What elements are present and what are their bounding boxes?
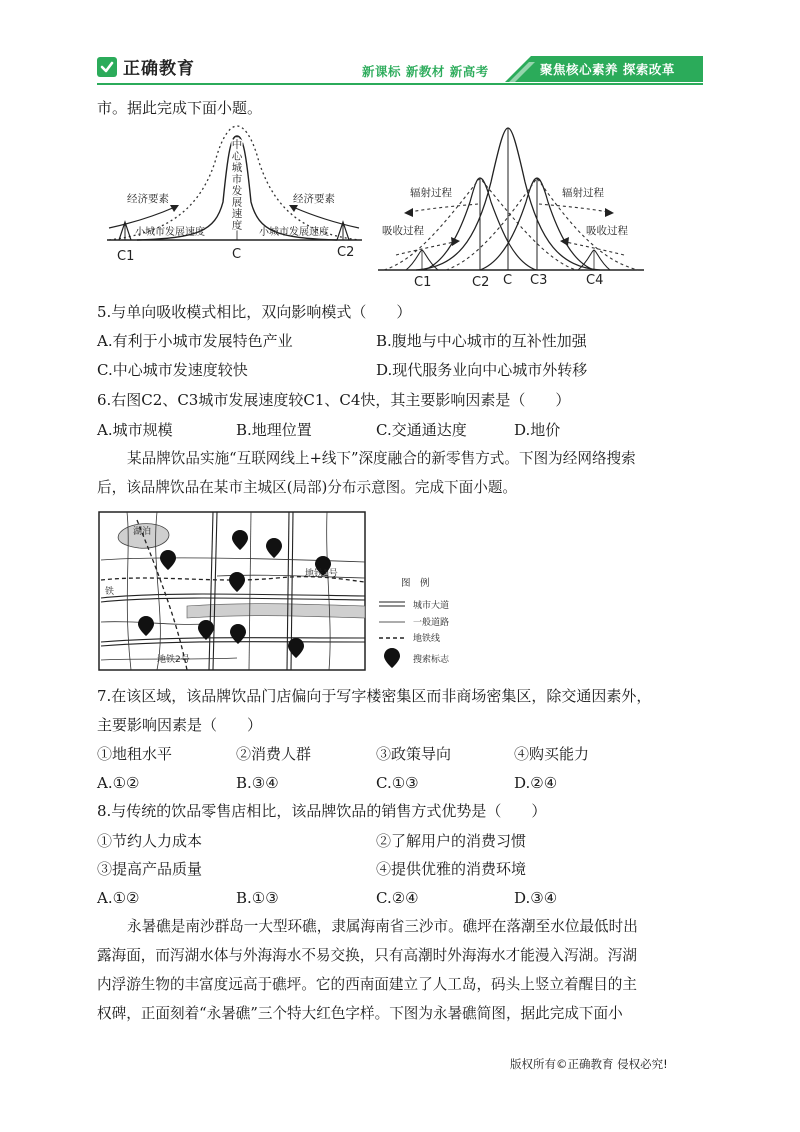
radiate-left-label: 辐射过程 xyxy=(410,187,452,199)
q7-item-4: ④购买能力 xyxy=(514,745,590,763)
center-speed-char: 发 xyxy=(231,185,243,197)
radiate-right-label: 辐射过程 xyxy=(562,187,604,199)
para3-line2: 露海面，而泻湖水体与外海海水不易交换，只有高潮时外海海水才能漫入泻湖。泻湖 xyxy=(97,947,637,964)
c4-label-2: C4 xyxy=(586,273,604,288)
small-left-label: 小城市发展速度 xyxy=(135,227,205,238)
q5-option-b: B.腹地与中心城市的互补性加强 xyxy=(376,332,587,350)
q7-item-1: ①地租水平 xyxy=(97,745,173,763)
q8-option-c: C.②④ xyxy=(376,889,419,907)
c3-label-2: C3 xyxy=(530,273,548,288)
metro1-label: 地铁1号 xyxy=(305,569,338,579)
q7-item-3: ③政策导向 xyxy=(376,745,452,763)
legend-marker: 搜索标志 xyxy=(413,655,450,665)
q7-stem-line2: 主要影响因素是（ ） xyxy=(97,716,263,734)
legend-marker-icon xyxy=(384,648,400,668)
q5-option-c: C.中心城市发速度较快 xyxy=(97,361,248,379)
q8-item-4: ④提供优雅的消费环境 xyxy=(376,860,527,878)
center-speed-char: 度 xyxy=(231,219,243,232)
figure-absorption-model xyxy=(97,122,372,292)
c-label: C xyxy=(232,247,242,262)
header-banner-text: 聚焦核心素养 探索改革 xyxy=(540,62,675,77)
q7-stem-line1: 7.在该区域，该品牌饮品门店偏向于写字楼密集区而非商场密集区，除交通因素外， xyxy=(97,687,652,705)
q7-option-c: C.①③ xyxy=(376,774,419,792)
header-divider xyxy=(97,83,703,85)
q5-option-d: D.现代服务业向中心城市外转移 xyxy=(376,361,588,379)
lake-label: 湖泊 xyxy=(133,527,152,537)
center-speed-char: 市 xyxy=(231,173,243,186)
q5-option-a: A.有利于小城市发展特色产业 xyxy=(97,332,293,350)
para2-line2: 后，该品牌饮品在某市主城区(局部)分布示意图。完成下面小题。 xyxy=(97,479,518,496)
econ-right-label: 经济要素 xyxy=(293,193,335,205)
q7-item-2: ②消费人群 xyxy=(236,745,312,763)
metro-left-label: 铁 xyxy=(105,587,115,597)
center-speed-char: 心 xyxy=(231,150,243,163)
q7-option-b: B.③④ xyxy=(236,774,279,792)
center-speed-char: 中 xyxy=(231,139,243,151)
c2-label: C2 xyxy=(337,245,355,260)
q8-item-1: ①节约人力成本 xyxy=(97,832,203,850)
center-speed-char: 城 xyxy=(231,162,243,174)
q7-option-d: D.②④ xyxy=(514,774,558,792)
legend-title: 图 例 xyxy=(401,578,430,589)
figure-two-way-model xyxy=(376,122,646,292)
para2-line1: 某品牌饮品实施“互联网线上+线下”深度融合的新零售方式。下图为经网络搜索 xyxy=(127,450,636,467)
c1-label-2: C1 xyxy=(414,275,432,290)
q8-stem: 8.与传统的饮品零售店相比，该品牌饮品的销售方式优势是（ ） xyxy=(97,802,547,820)
figure-store-map xyxy=(97,510,497,672)
legend-road-general: 一般道路 xyxy=(413,618,450,628)
absorb-right-label: 吸收过程 xyxy=(586,225,628,237)
small-right-label: 小城市发展速度 xyxy=(259,227,329,238)
c-label-2: C xyxy=(503,273,513,288)
legend-metro: 地铁线 xyxy=(413,634,441,644)
q8-option-b: B.①③ xyxy=(236,889,279,907)
check-icon xyxy=(97,57,117,77)
q5-stem: 5.与单向吸收模式相比，双向影响模式（ ） xyxy=(97,303,412,321)
brand-logo xyxy=(97,54,195,79)
header-slogan: 新课标 新教材 新高考 xyxy=(362,64,489,79)
center-speed-char: 展 xyxy=(231,196,243,209)
brand-name: 正确教育 xyxy=(123,59,195,79)
absorb-left-label: 吸收过程 xyxy=(382,225,424,237)
para3-line1: 永暑礁是南沙群岛一大型环礁，隶属海南省三沙市。礁坪在落潮至水位最低时出 xyxy=(127,918,638,935)
q7-option-a: A.①② xyxy=(97,774,140,792)
q8-item-2: ②了解用户的消费习惯 xyxy=(376,832,527,850)
q8-item-3: ③提高产品质量 xyxy=(97,860,203,878)
para3-line4: 权碑，正面刻着“永暑礁”三个特大红色字样。下图为永暑礁简图，据此完成下面小 xyxy=(97,1005,623,1022)
c2-label-2: C2 xyxy=(472,275,490,290)
q6-option-b: B.地理位置 xyxy=(236,421,312,439)
q6-option-c: C.交通通达度 xyxy=(376,421,467,439)
q6-option-d: D.地价 xyxy=(514,421,561,439)
c1-label: C1 xyxy=(117,249,135,264)
econ-left-label: 经济要素 xyxy=(127,193,169,205)
legend-road-main: 城市大道 xyxy=(413,601,450,611)
q8-option-d: D.③④ xyxy=(514,889,558,907)
q6-stem: 6.右图C2、C3城市发展速度较C1、C4快，其主要影响因素是（ ） xyxy=(97,391,571,409)
q6-option-a: A.城市规模 xyxy=(97,421,173,439)
intro-tail: 市。据此完成下面小题。 xyxy=(97,99,263,117)
metro2-label: 地铁2号 xyxy=(157,655,190,665)
para3-line3: 内浮游生物的丰富度远高于礁坪。它的西南面建立了人工岛，码头上竖立着醒目的主 xyxy=(97,976,637,993)
center-speed-char: 速 xyxy=(231,208,243,220)
copyright-footer: 版权所有©正确教育 侵权必究! xyxy=(510,1057,668,1071)
center-speed-label xyxy=(232,138,243,232)
q8-option-a: A.①② xyxy=(97,889,140,907)
